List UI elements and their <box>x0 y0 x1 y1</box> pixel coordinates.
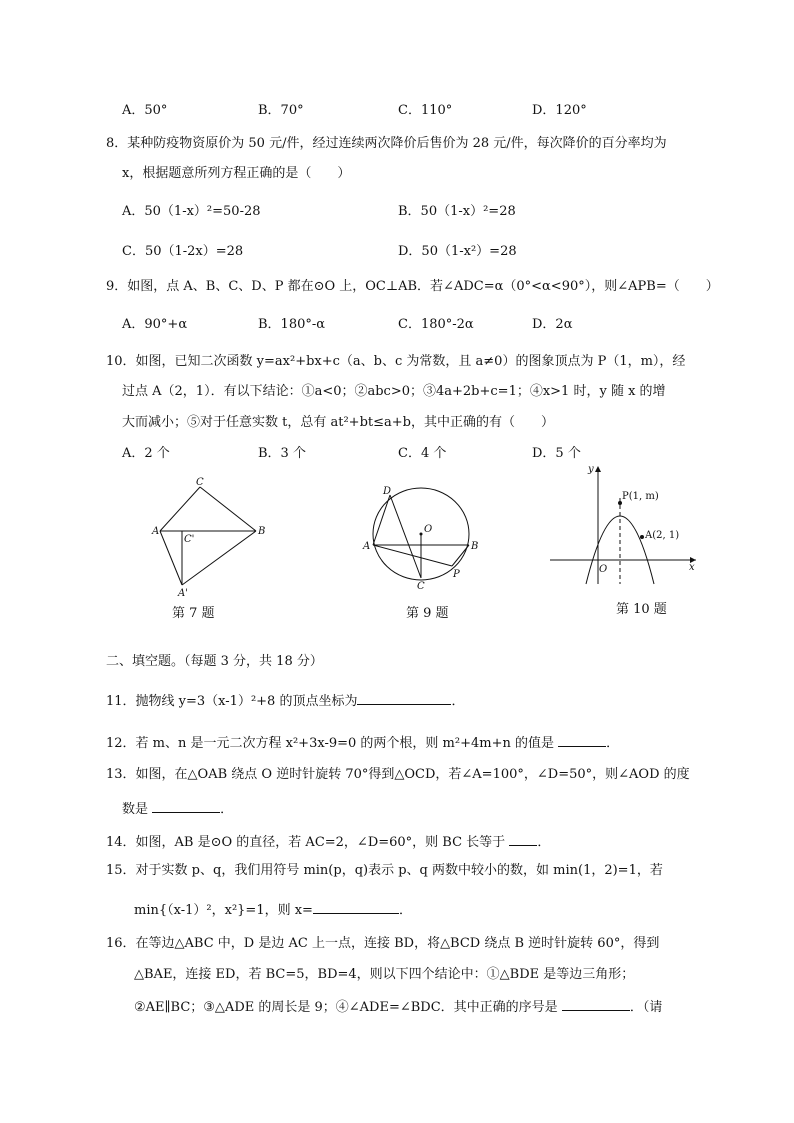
q15-end: ． <box>398 903 412 918</box>
q10-stem-line1: 10．如图，已知二次函数 y=ax²+bx+c（a、b、c 为常数，且 a≠0）的图象顶点为 P（1，m），经 <box>106 354 686 369</box>
q11 <box>106 692 464 710</box>
q14-text: 14．如图，AB 是⊙O 的直径，若 AC=2，∠D=60°，则 BC 长等于 <box>106 835 510 850</box>
q16-stem-line2: △BAE，连接 ED，若 BC=5，BD=4，则以下四个结论中：①△BDE 是等边三角形； <box>134 967 635 982</box>
fig7-label-b: B <box>258 526 266 537</box>
figure-7-diagram <box>140 470 280 600</box>
fig10-label-o: O <box>599 564 608 575</box>
fig10-label-x: x <box>689 562 695 573</box>
figure-9-caption: 第 9 题 <box>406 606 449 621</box>
fig7-label-c-prime: C' <box>184 534 195 545</box>
q8-stem-line1: 8．某种防疫物资原价为 50 元/件，经过连续两次降价后售价为 28 元/件，每次降价的百分率均为 <box>106 136 667 151</box>
q9-option-d: D．2α <box>532 317 573 332</box>
q11-answer-blank[interactable] <box>357 692 451 705</box>
q8-option-a: A．50（1-x）²=50-28 <box>122 204 261 219</box>
figure-7-caption: 第 7 题 <box>172 606 215 621</box>
figure-10-caption: 第 10 题 <box>616 602 667 617</box>
figure-7 <box>140 470 280 600</box>
fig9-label-a: A <box>363 541 371 552</box>
figure-9-diagram <box>362 482 492 592</box>
fig7-label-a: A <box>152 526 160 537</box>
fig9-label-d: D <box>383 486 392 497</box>
q7-option-a: A．50° <box>122 103 168 118</box>
q13-text: 数是 <box>122 802 153 817</box>
q13-answer-blank[interactable] <box>152 800 220 813</box>
q14-answer-blank[interactable] <box>509 833 537 846</box>
fig9-label-p: P <box>453 569 460 580</box>
figure-9 <box>362 482 492 592</box>
q7-option-d: D．120° <box>532 103 587 118</box>
q12-end: ． <box>606 736 620 751</box>
q14 <box>106 833 550 851</box>
q10-stem-line3: 大而减小；⑤对于任意实数 t，总有 at²+bt≤a+b，其中正确的有（ ） <box>122 415 554 430</box>
q7-option-c: C．110° <box>398 103 453 118</box>
figure-10 <box>546 462 706 592</box>
figure-10-diagram <box>546 462 706 592</box>
q15-answer-blank[interactable] <box>313 901 399 914</box>
q9-option-c: C．180°-2α <box>398 317 474 332</box>
q16-text: ②AE∥BC；③△ADE 的周长是 9；④∠ADE=∠BDC．其中正确的序号是 <box>134 1000 562 1015</box>
q13-line2 <box>122 800 233 818</box>
q10-option-b: B．3 个 <box>258 446 306 461</box>
fig7-label-c: C <box>196 477 204 488</box>
q16-stem-line1: 16．在等边△ABC 中，D 是边 AC 上一点，连接 BD，将△BCD 绕点 B 逆时针旋转 60°，得到 <box>106 936 660 951</box>
section-2-heading: 二、填空题。（每题 3 分，共 18 分） <box>106 654 323 669</box>
q7-option-b: B．70° <box>258 103 304 118</box>
q12-answer-blank[interactable] <box>558 734 606 747</box>
fig10-label-a: A(2, 1) <box>645 530 680 541</box>
fig10-label-p: P(1, m) <box>622 491 659 502</box>
q8-option-d: D．50（1-x²）=28 <box>398 244 517 259</box>
q10-option-c: C．4 个 <box>398 446 447 461</box>
q11-text: 11．抛物线 y=3（x-1）²+8 的顶点坐标为 <box>106 694 358 709</box>
q11-end: ． <box>451 694 465 709</box>
q12 <box>106 734 619 752</box>
q16-line3 <box>134 998 662 1016</box>
q15-text: min{（x-1）²，x²}=1，则 x= <box>134 903 313 918</box>
q9-option-b: B．180°-α <box>258 317 326 332</box>
q8-option-c: C．50（1-2x）=28 <box>122 244 244 259</box>
q10-stem-line2: 过点 A（2，1）．有以下结论：①a<0；②abc>0；③4a+2b+c=1；④x>1 时，y 随 x 的增 <box>122 384 666 399</box>
q10-option-a: A．2 个 <box>122 446 170 461</box>
q15-stem-line1: 15．对于实数 p、q，我们用符号 min(p，q)表示 p、q 两数中较小的数，如 min(1，2)=1，若 <box>106 863 663 878</box>
q13-stem-line1: 13．如图，在△OAB 绕点 O 逆时针旋转 70°得到△OCD，若∠A=100°，∠D=50°，则∠AOD 的度 <box>106 767 690 782</box>
fig7-label-a-prime: A' <box>178 588 188 599</box>
fig10-label-y: y <box>588 464 594 475</box>
q12-text: 12．若 m、n 是一元二次方程 x²+3x-9=0 的两个根，则 m²+4m+n 的值是 <box>106 736 559 751</box>
q16-end: ．（请 <box>629 1000 663 1015</box>
q16-answer-blank[interactable] <box>562 998 630 1011</box>
fig9-label-o: O <box>424 524 433 535</box>
q13-end: ． <box>220 802 234 817</box>
q9-option-a: A．90°+α <box>122 317 188 332</box>
q14-end: ． <box>537 835 551 850</box>
q15-line2 <box>134 901 412 919</box>
fig9-label-b: B <box>471 541 479 552</box>
q10-option-d: D．5 个 <box>532 446 581 461</box>
q9-stem: 9．如图，点 A、B、C、D、P 都在⊙O 上，OC⊥AB．若∠ADC=α（0°<α<90°），则∠APB=（ ） <box>106 279 719 294</box>
fig9-label-c: C <box>417 581 425 592</box>
q8-option-b: B．50（1-x）²=28 <box>398 204 516 219</box>
q8-stem-line2: x，根据题意所列方程正确的是（ ） <box>122 166 351 181</box>
